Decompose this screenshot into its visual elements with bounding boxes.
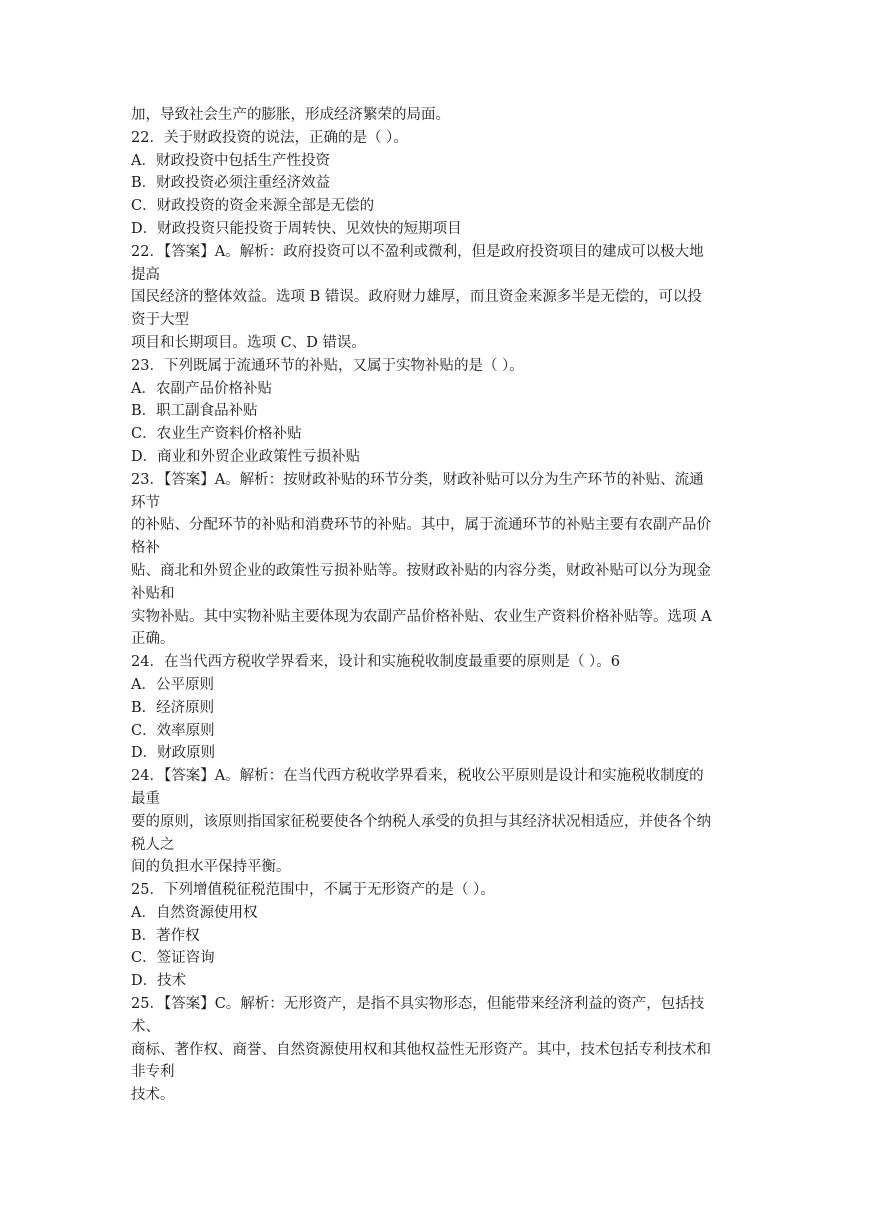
text-line: 贴、商北和外贸企业的政策性亏损补贴等。按财政补贴的内容分类，财政补贴可以分为现金 [131, 562, 711, 579]
text-line: C．农业生产资料价格补贴 [131, 426, 302, 443]
text-line: 技术。 [131, 1087, 175, 1104]
text-line: 格补 [131, 540, 160, 557]
text-line: 实物补贴。其中实物补贴主要体现为农副产品价格补贴、农业生产资料价格补贴等。选项 A [131, 608, 712, 625]
text-line: 项目和长期项目。选项 C、D 错误。 [131, 334, 366, 351]
text-line: C．签证咨询 [131, 950, 215, 967]
text-line: D．财政原则 [131, 745, 216, 762]
text-line: B．财政投资必须注重经济效益 [131, 175, 331, 192]
text-line: C．财政投资的资金来源全部是无偿的 [131, 198, 375, 215]
text-line: 最重 [131, 790, 160, 807]
text-line: 环节 [131, 494, 160, 511]
text-line: B．经济原则 [131, 699, 215, 716]
text-line: 加，导致社会生产的膨胀，形成经济繁荣的局面。 [131, 107, 450, 123]
text-line: 提高 [131, 266, 160, 283]
text-line: B．职工副食品补贴 [131, 403, 258, 420]
text-line: 正确。 [131, 631, 175, 648]
text-line: 25．下列增值税征税范围中，不属于无形资产的是（ ）。 [131, 882, 495, 899]
text-line: C．效率原则 [131, 722, 215, 739]
text-line: 国民经济的整体效益。选项 B 错误。政府财力雄厚，而且资金来源多半是无偿的，可以投 [131, 289, 702, 306]
text-line: 24．在当代西方税收学界看来，设计和实施税收制度最重要的原则是（ ）。6 [131, 654, 621, 671]
text-line: 术、 [131, 1018, 160, 1035]
text-line: D．商业和外贸企业政策性亏损补贴 [131, 448, 361, 465]
text-line: 商标、著作权、商誉、自然资源使用权和其他权益性无形资产。其中，技术包括专利技术和 [131, 1041, 711, 1058]
text-line: 的补贴、分配环节的补贴和消费环节的补贴。其中，属于流通环节的补贴主要有农副产品价 [131, 517, 711, 534]
text-line: 24．【答案】A。解析：在当代西方税收学界看来，税收公平原则是设计和实施税收制度的 [131, 768, 704, 785]
text-line: 23．【答案】A。解析：按财政补贴的环节分类，财政补贴可以分为生产环节的补贴、流通 [131, 471, 704, 488]
text-line: 22．关于财政投资的说法，正确的是（ ）。 [131, 129, 408, 146]
text-line: A．自然资源使用权 [131, 904, 258, 921]
text-line: 23．下列既属于流通环节的补贴，又属于实物补贴的是（ ）。 [131, 357, 524, 374]
document-body [131, 104, 741, 1107]
text-line: D．技术 [131, 973, 187, 990]
text-line: D．财政投资只能投资于周转快、见效快的短期项目 [131, 220, 462, 237]
text-line: 22．【答案】A。解析：政府投资可以不盈利或微利，但是政府投资项目的建成可以极大地 [131, 243, 704, 260]
text-line: 要的原则，该原则指国家征税要使各个纳税人承受的负担与其经济状况相适应，并使各个纳 [131, 813, 711, 830]
text-line: 25．【答案】C。解析：无形资产，是指不具实物形态，但能带来经济利益的资产，包括技 [131, 996, 705, 1013]
text-line: 补贴和 [131, 585, 175, 602]
text-line: A．财政投资中包括生产性投资 [131, 152, 330, 169]
text-line: 非专利 [131, 1064, 175, 1081]
text-line: 资于大型 [131, 312, 189, 329]
text-line: B．著作权 [131, 927, 200, 944]
text-line: A．公平原则 [131, 676, 214, 693]
text-line: A．农副产品价格补贴 [131, 380, 272, 397]
text-line: 间的负担水平保持平衡。 [131, 859, 291, 876]
text-line: 税人之 [131, 836, 175, 853]
